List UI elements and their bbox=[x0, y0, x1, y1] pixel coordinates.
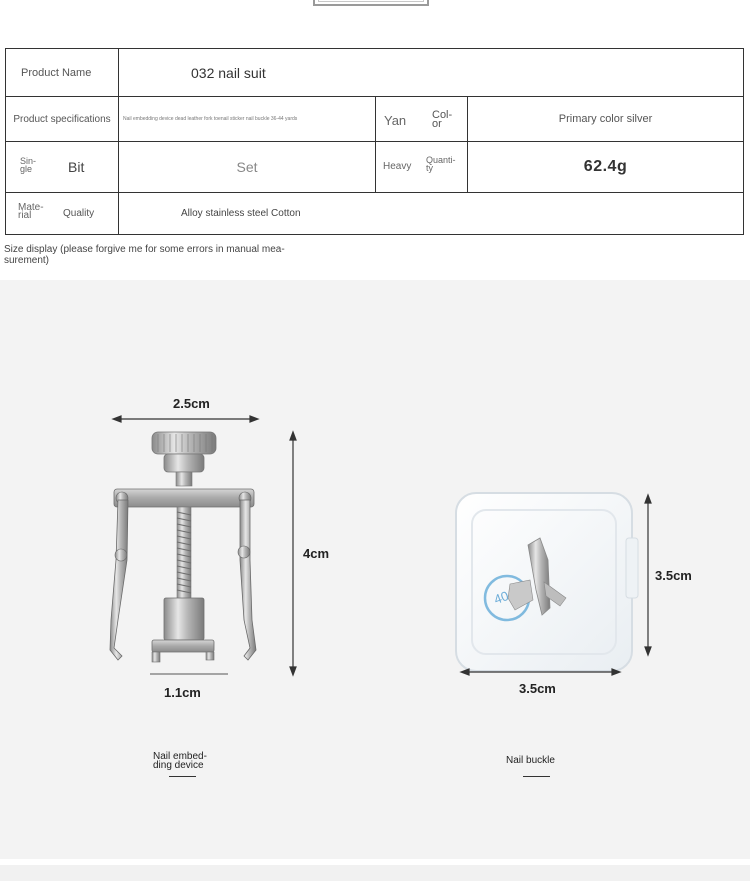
specs-value: Nail embedding device dead leather fork toenail sticker nail buckle 36-44 yards bbox=[119, 97, 376, 142]
weight-label-quantity-a: Quanti- bbox=[426, 155, 456, 165]
device-screw bbox=[177, 507, 191, 600]
weight-value: 62.4g bbox=[468, 142, 744, 193]
device-crossbar bbox=[114, 489, 254, 507]
device-knob bbox=[152, 432, 216, 486]
buckle-caption-underline bbox=[523, 776, 550, 777]
single-value: Set bbox=[119, 142, 376, 193]
device-right-arm bbox=[238, 500, 256, 660]
device-caption-line2: ding device bbox=[153, 760, 204, 771]
color-label-col-b: or bbox=[432, 118, 442, 130]
single-label-a: Sin- bbox=[20, 156, 37, 166]
color-label-yan: Yan bbox=[384, 113, 407, 128]
material-label-a: Mate- bbox=[18, 202, 44, 213]
device-foot-label: 1.1cm bbox=[164, 685, 201, 700]
color-value: Primary color silver bbox=[468, 97, 744, 142]
device-width-arrow bbox=[113, 416, 258, 422]
device-height-label: 4cm bbox=[303, 546, 330, 561]
specs-label: Product specifications bbox=[6, 97, 119, 142]
product-name-label: Product Name bbox=[6, 49, 119, 97]
device-left-arm bbox=[110, 500, 128, 660]
device-width-label: 2.5cm bbox=[173, 396, 210, 411]
device-caption-underline bbox=[169, 776, 196, 777]
device-height-arrow bbox=[290, 432, 296, 675]
device-caption bbox=[153, 752, 207, 770]
buckle-badge-text: 40 bbox=[491, 587, 511, 608]
bottom-strip bbox=[0, 865, 750, 881]
material-label-quality: Quality bbox=[63, 208, 95, 219]
weight-label-quantity-b: ty bbox=[426, 163, 434, 173]
device-foot bbox=[152, 598, 214, 662]
weight-label-heavy: Heavy bbox=[383, 161, 412, 172]
single-label-b: gle bbox=[20, 164, 33, 174]
buckle-caption: Nail buckle bbox=[506, 755, 555, 766]
device-caption-line1: Nail embed- bbox=[153, 751, 207, 762]
nail-buckle-box-illustration bbox=[456, 493, 638, 671]
color-label-col-a: Col- bbox=[432, 109, 453, 121]
material-value: Alloy stainless steel Cotton bbox=[119, 193, 744, 235]
size-note-line1: Size display (please forgive me for some errors in manual mea- bbox=[4, 244, 285, 255]
buckle-height-label: 3.5cm bbox=[655, 568, 692, 583]
size-note-line2: surement) bbox=[4, 255, 50, 266]
material-label-b: rial bbox=[18, 210, 32, 221]
single-label-bit: Bit bbox=[68, 159, 85, 175]
buckle-height-arrow bbox=[645, 495, 651, 655]
buckle-width-label: 3.5cm bbox=[519, 681, 556, 696]
product-name-value: 032 nail suit bbox=[119, 49, 744, 97]
